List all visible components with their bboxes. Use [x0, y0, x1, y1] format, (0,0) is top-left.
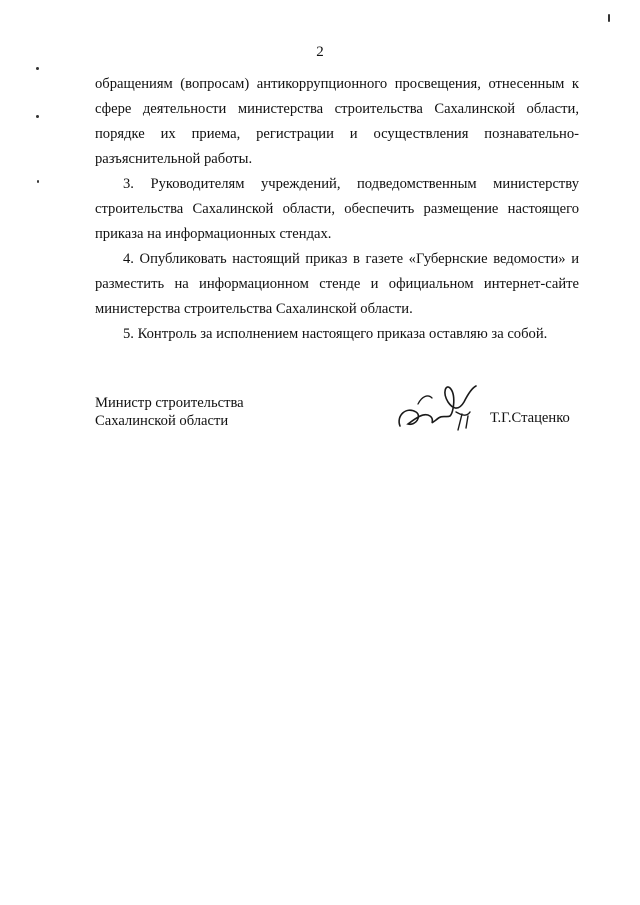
paragraph-item-4: 4. Опубликовать настоящий приказ в газете «Губернские ведомости» и разместить на информационном стенде и официальном интернет-сайте министерства строительства Сахалинской области.: [95, 251, 579, 317]
document-body: [95, 72, 579, 347]
paragraph-item-5: 5. Контроль за исполнением настоящего приказа оставляю за собой.: [123, 326, 548, 342]
scan-speck: [36, 115, 39, 118]
paragraph-continuation: обращениям (вопросам) антикоррупционного просвещения, отнесенным к сфере деятельности министерства строительства Сахалинской области, порядке их приема, регистрации и осуществления познавательно-разъяснительной работы.: [95, 76, 579, 167]
signatory-title-line-2: Сахалинской области: [95, 413, 229, 429]
paragraph-item-3: 3. Руководителям учреждений, подведомственным министерству строительства Сахалинской области, обеспечить размещение настоящего приказа на информационных стендах.: [95, 176, 579, 242]
scan-speck: [608, 14, 610, 22]
scan-speck: [36, 67, 39, 70]
handwritten-signature: [392, 382, 488, 434]
signatory-title: [95, 394, 244, 430]
scan-speck: [37, 180, 39, 183]
page-number: 2: [316, 44, 324, 60]
signatory-title-line-1: Министр строительства: [95, 395, 244, 411]
signatory-name: Т.Г.Стаценко: [490, 410, 570, 426]
